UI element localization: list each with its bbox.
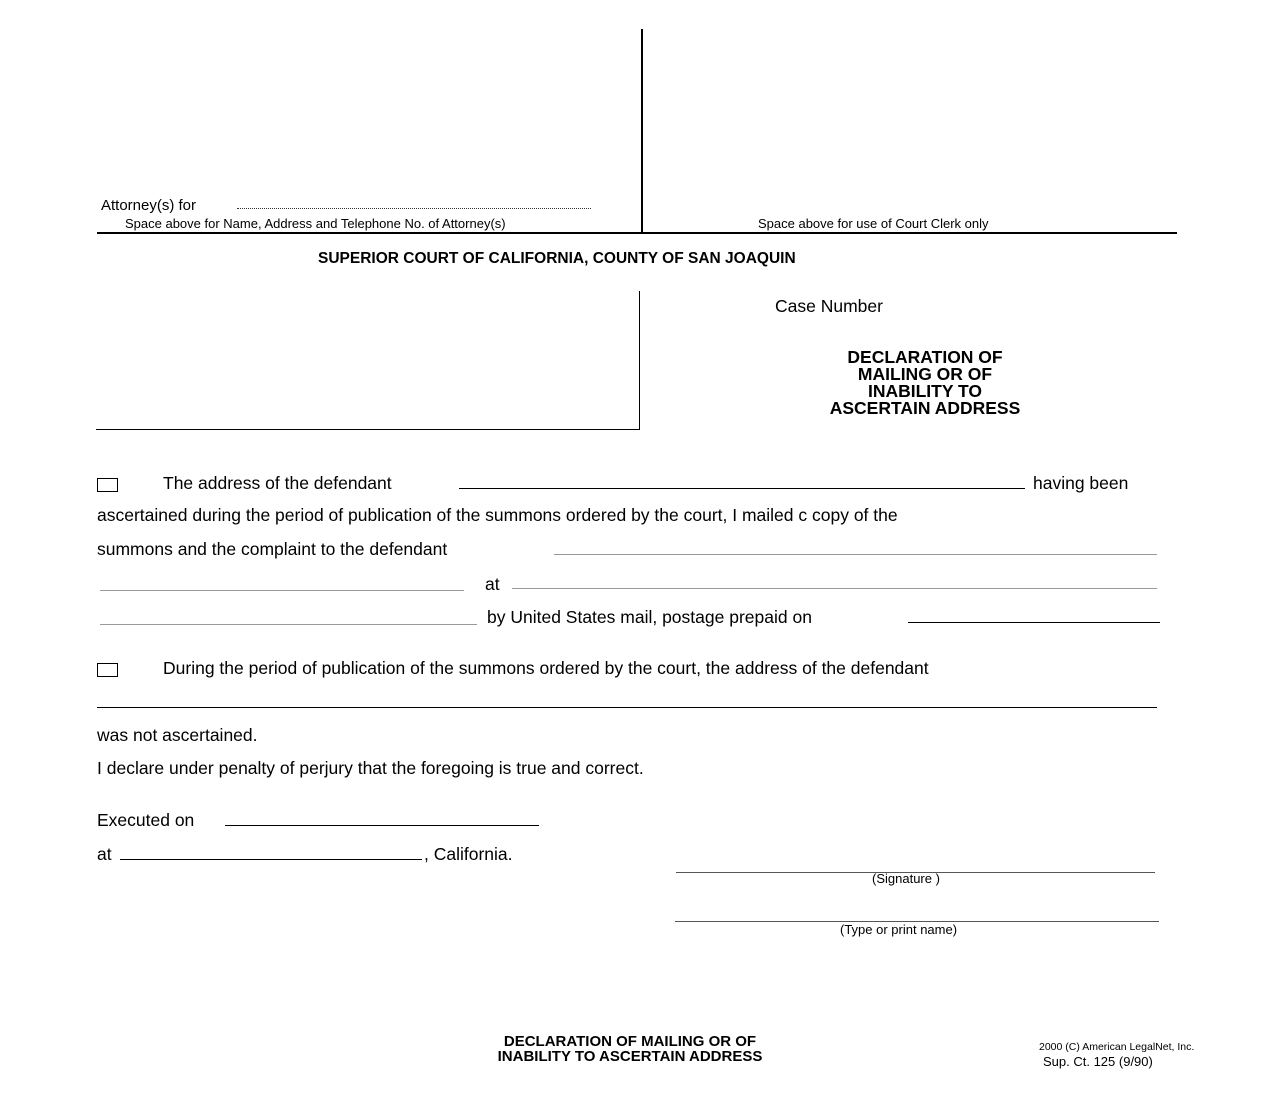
address-ascertained-checkbox[interactable] [97,478,118,492]
option1-at-label: at [485,574,500,594]
copyright-notice: 2000 (C) American LegalNet, Inc. [1039,1041,1195,1053]
defendant-name-field[interactable] [554,554,1157,555]
executed-city-field[interactable] [120,859,422,860]
option1-text-b: having been [1033,473,1129,493]
signature-label: (Signature ) [872,871,940,886]
executed-at-label: at [97,844,112,864]
form-title-line4: ASCERTAIN ADDRESS [829,398,1021,418]
mailing-address-field[interactable] [512,588,1157,589]
option1-mail-text: by United States mail, postage prepaid on [487,607,812,627]
attorney-space-note: Space above for Name, Address and Telephone No. of Attorney(s) [125,216,506,231]
footer-title [420,1034,840,1064]
executed-date-field[interactable] [225,825,539,826]
option2-text: During the period of publication of the summons ordered by the court, the address of the defendant [163,658,929,678]
option2-defendant-field[interactable] [97,707,1157,708]
mailing-address-field-cont[interactable] [100,624,477,625]
form-title-line3: INABILITY TO [867,381,983,401]
print-name-label: (Type or print name) [840,922,958,937]
footer-title-line1: DECLARATION OF MAILING OR OF [503,1033,757,1050]
address-not-ascertained-checkbox[interactable] [97,663,118,677]
mailing-date-field[interactable] [908,622,1160,623]
perjury-declaration: I declare under penalty of perjury that the foregoing is true and correct. [97,758,644,778]
form-title-line2: MAILING OR OF [857,364,993,384]
attorney-for-label: Attorney(s) for [101,197,197,214]
caption-divider [639,291,640,430]
form-title-line1: DECLARATION OF [847,347,1003,367]
court-name: SUPERIOR COURT OF CALIFORNIA, COUNTY OF SAN JOAQUIN [318,250,796,267]
form-title [780,349,1070,417]
option1-text-a: The address of the defendant [163,473,392,493]
defendant-address-field[interactable] [459,488,1025,489]
option2-line2: was not ascertained. [97,725,258,745]
header-bottom-rule [97,232,1177,234]
option1-line2: ascertained during the period of publication of the summons ordered by the court, I mailed c copy of the [97,505,898,525]
defendant-name-field-cont[interactable] [100,590,464,591]
form-number: Sup. Ct. 125 (9/90) [1043,1054,1153,1069]
caption-bottom-rule [96,429,640,430]
executed-on-label: Executed on [97,810,195,830]
option1-line3: summons and the complaint to the defendant [97,539,448,559]
case-number-label: Case Number [775,296,883,316]
california-suffix: , California. [424,844,513,864]
footer-title-line2: INABILITY TO ASCERTAIN ADDRESS [497,1048,763,1065]
attorney-for-field[interactable] [237,208,591,209]
header-divider [641,29,643,234]
clerk-space-note: Space above for use of Court Clerk only [758,216,989,231]
